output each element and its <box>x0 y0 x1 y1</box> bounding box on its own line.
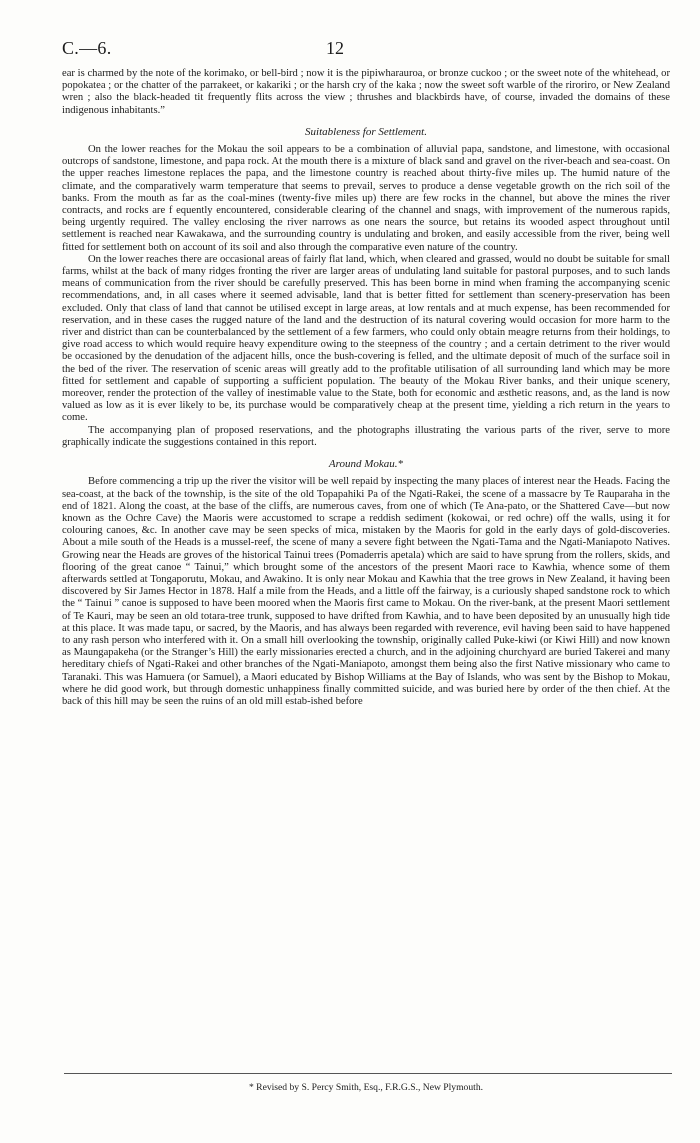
footnote: * Revised by S. Percy Smith, Esq., F.R.G.S., New Plymouth. <box>248 1082 484 1093</box>
intro-paragraph: ear is charmed by the note of the korimako, or bell-bird ; now it is the pipiwharauroa, or bronze cuckoo ; or the sweet note of the whitehead, or popokatea ; or the chatter of the parrakeet, or kakariki ; or the harsh cry of the kaka ; now the sweet soft warble of the riroriro, or New Zealand wren ; also the black-headed tit frequently flits across the view ; thrushes and blackbirds have, of course, invaded the domains of these indigenous inhabitants.” <box>62 68 670 116</box>
page-header <box>62 38 670 64</box>
document-page <box>62 38 670 708</box>
paragraph-accompanying-plan: The accompanying plan of proposed reservations, and the photographs illustrating the various parts of the river, serve to more graphically indicate the suggestions contained in this report. <box>62 424 670 448</box>
section-heading-suitableness: Suitableness for Settlement. <box>305 125 427 138</box>
footnote-divider <box>64 1073 672 1074</box>
section-heading-around-mokau: Around Mokau.* <box>328 458 404 471</box>
body-text <box>62 68 670 708</box>
page-number: 12 <box>326 38 344 58</box>
paragraph-lower-reaches: On the lower reaches there are occasional areas of fairly flat land, which, when cleared and grassed, would no doubt be suitable for small farms, whilst at the back of many ridges fronting the river are larger areas of undulating land suitable for pastoral purposes, and to such lands means of communication from the river should be carefully preserved. This has been borne in mind when framing the accompanying scenic recommendations, and, in all cases where it seemed advisable, land that is better fitted for settlement than scenery-preservation has been excluded. Only that class of land that cannot be utilised except in large areas, at low rentals and at much expense, has been recommended for reservation, and in these cases the rugged nature of the land and the destruction of its natural covering would occasion for more harm to the river and district than can be counterbalanced by the settlement of a few farmers, who could only obtain meagre returns from their holdings, to give road access to which would require heavy expenditure owing to the steepness of the country ; and a certain detriment to the river would be occasioned by the denudation of the adjacent hills, once the bush-covering is felled, and the ultimate deposit of much of the surface soil in the bed of the river. The reservation of scenic areas will greatly add to the profitable utilisation of all surrounding land which may be more fitted for settlement and capable of supporting a sufficient population. The beauty of the Mokau River banks, and their unique scenery, moreover, render the protection of the valley of inestimable value to the State, both for economic and æsthetic reasons, and, as the land is now valued as low as it is ever likely to be, its purchase would be comparatively cheap at the present time, yielding a rich return in the years to come. <box>62 253 670 424</box>
document-code: C.—6. <box>62 38 112 58</box>
paragraph-around-mokau: Before commencing a trip up the river the visitor will be well repaid by inspecting the many places of interest near the Heads. Facing the sea-coast, at the back of the township, is the site of the old Topapahiki Pa of the Ngati-Rakei, the scene of a massacre by Te Rauparaha in the end of 1821. Along the coast, at the base of the cliffs, are numerous caves, from one of which (Te Ana-pato, or the Shattered Cave—but now known as the Ochre Cave) the Maoris were accustomed to scrape a reddish sediment (kokowai, or red ochre) off the walls, using it for colouring canoes, &c. In another cave may be seen specks of mica, mistaken by the Maoris for gold in the early days of gold-discoveries. About a mile south of the Heads is a mussel-reef, the scene of many a severe fight between the Ngati-Tama and the Ngati-Maniapoto Natives. Growing near the Heads are groves of the historical Tainui trees (Pomaderris apetala) which are said to have sprung from the rollers, skids, and flooring of the great canoe “ Tainui,” which brought some of the ancestors of the present Maori race to Kawhia, whence some of them afterwards settled at Tongaporutu, Mokau, and Awakino. It is only near Mokau and Kawhia that the tree grows in New Zealand, it having been discovered by Sir James Hector in 1878. Half a mile from the Heads, and a little off the fairway, is a curiously shaped sandstone rock to which the “ Tainui ” canoe is supposed to have been moored when the Maoris first came to Mokau. On the river-bank, at the present Maori settlement of Te Kauri, may be seen an old totara-tree trunk, supposed to have drifted from Kawhia, and to have been deposited by an unusually high tide at this place. It was made tapu, or sacred, by the Maoris, and has always been regarded with reverence, evil having been said to have happened to any rash person who interfered with it. On a small hill overlooking the township, originally called Puke-kiwi (or Kiwi Hill) and now known as Maungapakeha (or the Stranger’s Hill) the early missionaries erected a church, and in the adjoining churchyard are buried Takerei and many hereditary chiefs of Ngati-Rakei and other branches of the Ngati-Maniapoto, amongst them being also the first Native missionary who came to Taranaki. This was Hamuera (or Samuel), a Maori educated by Bishop Williams at the Bay of Islands, who was sent by the Bishop to Mokau, where he did good work, but through domestic unhappiness finally committed suicide, and was buried here by order of the then chief. At the back of this hill may be seen the ruins of an old mill estab-ished before <box>62 476 670 707</box>
paragraph-soil: On the lower reaches for the Mokau the soil appears to be a combination of alluvial papa, sandstone, and limestone, with occasional outcrops of sandstone, limestone, and papa rock. At the mouth there is a mixture of black sand and gravel on the river-beach and sea-coast. On the upper reaches limestone replaces the papa, and the limestone country is reached about thirty-five miles up. The humid nature of the climate, and the comparatively warm temperature that seems to prevail, serves to produce a dense vegetable growth on the rich soil of the banks. From the mouth as far as the coal-mines (twenty-five miles up) there are few rocks in the channel, but above the mines the river contracts, and rocks are f equently encountered, considerable clearing of the channel and snags, with improvement of the numerous rapids, being urgently required. The valley enclosing the river narrows as one nears the source, but retains its wooded aspect throughout until settlement is reached near Kawakawa, and the surrounding country is undulating and broken, and easily accessible from the river, being well fitted for settlement both on account of its soil and also through the comparative even nature of the country. <box>62 144 670 253</box>
